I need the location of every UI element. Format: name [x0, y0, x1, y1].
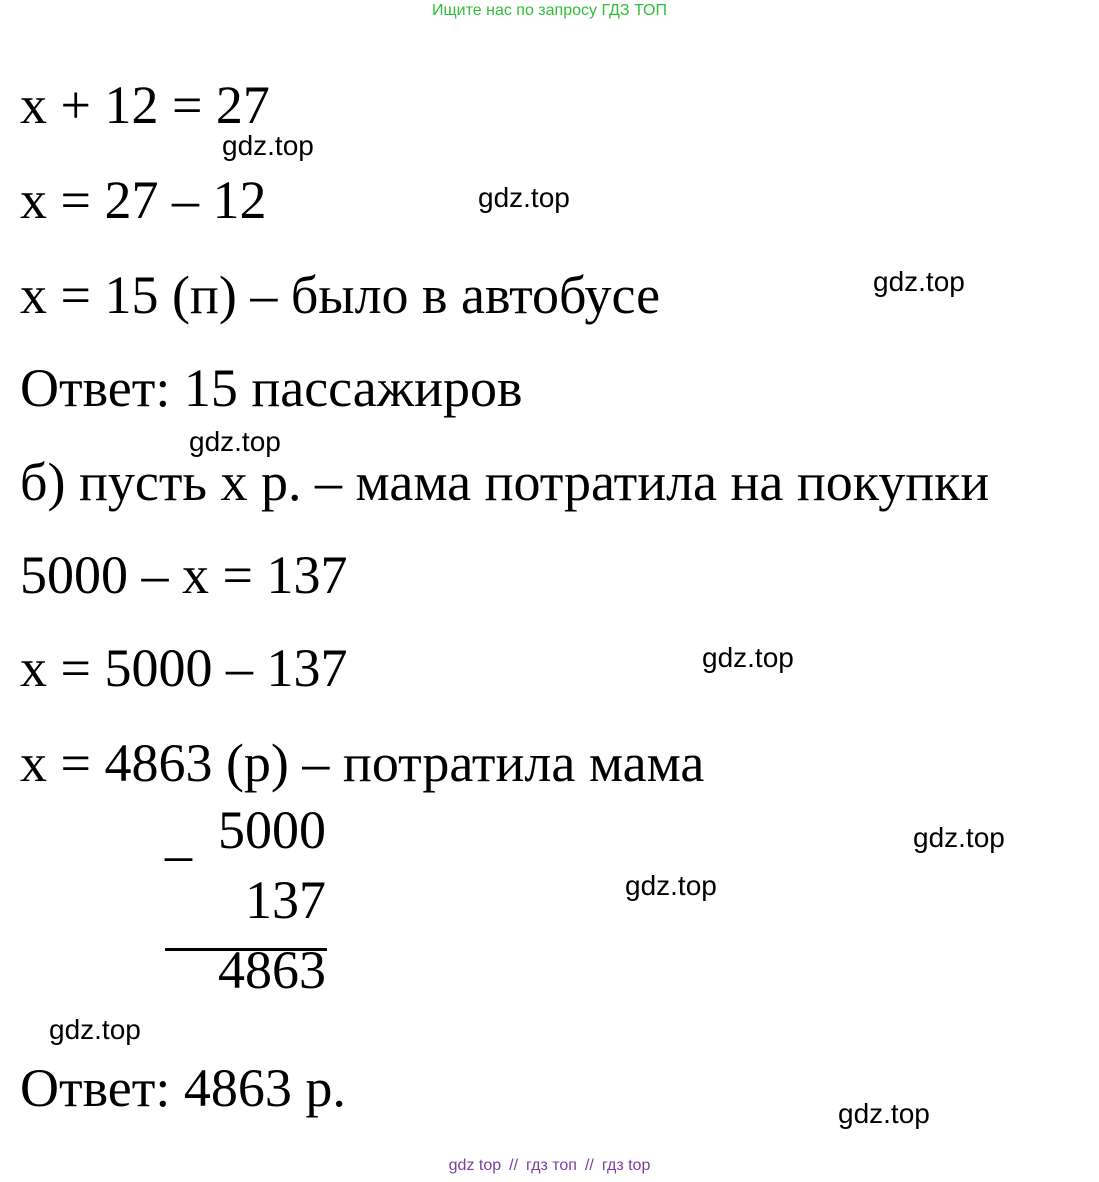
footer-link[interactable]: гдз top [601, 1157, 651, 1174]
equation-line-2: x = 27 – 12 [20, 170, 267, 230]
answer-line-1: Ответ: 15 пассажиров [20, 358, 523, 418]
column-subtraction [165, 800, 330, 1025]
equation-line-5: x = 5000 – 137 [20, 638, 348, 698]
difference: 4863 [218, 940, 326, 1000]
subtrahend: 137 [245, 870, 326, 930]
watermark: gdz.top [702, 642, 794, 673]
watermark: gdz.top [913, 822, 1005, 853]
equation-line-6: x = 4863 (р) – потратила мама [20, 733, 705, 793]
watermark: gdz.top [189, 426, 281, 457]
watermark: gdz.top [222, 130, 314, 161]
footer-separator: // [584, 1157, 594, 1174]
top-banner[interactable]: Ищите нас по запросу ГДЗ ТОП [432, 2, 667, 19]
problem-b-statement: б) пусть x р. – мама потратила на покупки [20, 452, 990, 512]
watermark: gdz.top [478, 182, 570, 213]
footer-link[interactable]: гдз топ [526, 1157, 577, 1174]
minus-sign: _ [165, 806, 192, 866]
equation-line-4: 5000 – x = 137 [20, 545, 348, 605]
watermark: gdz.top [625, 870, 717, 901]
footer-separator: // [509, 1157, 519, 1174]
watermark: gdz.top [49, 1014, 141, 1045]
minuend: 5000 [218, 800, 326, 860]
watermark: gdz.top [873, 266, 965, 297]
equation-line-3: x = 15 (п) – было в автобусе [20, 265, 661, 325]
footer-link[interactable]: gdz top [448, 1157, 502, 1174]
footer [0, 1157, 1099, 1175]
watermark: gdz.top [838, 1098, 930, 1129]
equation-line-1: x + 12 = 27 [20, 75, 270, 135]
answer-line-2: Ответ: 4863 р. [20, 1058, 346, 1118]
